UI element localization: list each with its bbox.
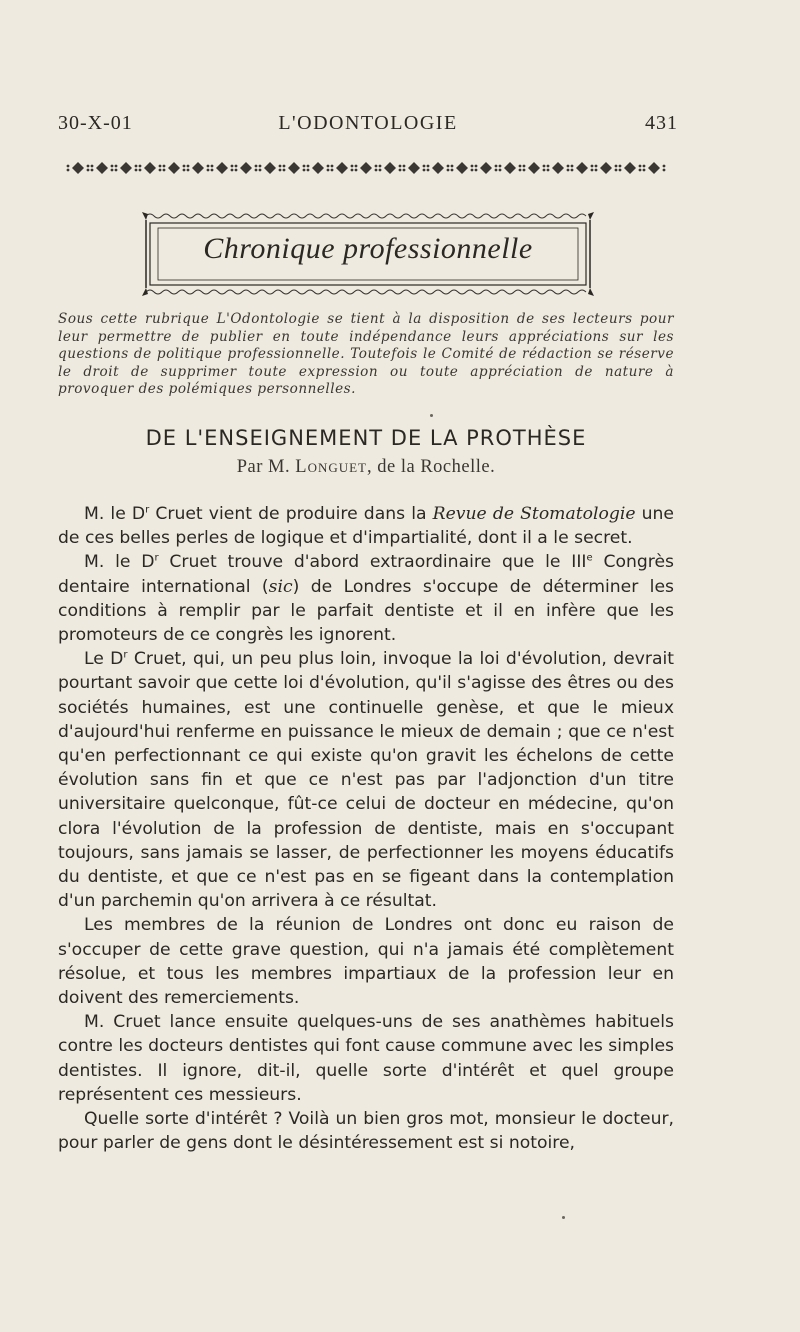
ornament-dot — [619, 169, 622, 172]
superscript: r — [154, 552, 159, 564]
ornament-dot — [663, 169, 666, 172]
paragraph: Quelle sorte d'intérêt ? Voilà un bien gros mot, monsieur le docteur, pour parler de gens dont le désintéressement est si notoire, — [58, 1109, 674, 1154]
ornament-diamond — [96, 162, 108, 174]
section-intro — [58, 311, 674, 399]
paper-speck — [430, 414, 433, 417]
ornament-dot — [115, 165, 118, 168]
text-run: Cruet vient de produire dans la — [149, 504, 433, 524]
section-frame — [140, 208, 596, 298]
ornament-dot — [163, 165, 166, 168]
ornament-diamond — [336, 162, 348, 174]
issue-date: 30-X-01 — [58, 112, 133, 134]
ornament-dot — [351, 165, 354, 168]
ornament-dot — [67, 169, 70, 172]
byline-prefix: Par M. — [236, 457, 291, 477]
ornament-dot — [663, 165, 666, 168]
ornament-band — [66, 160, 666, 176]
ornament-dot — [183, 169, 186, 172]
byline-suffix: , de la Rochelle. — [367, 457, 496, 477]
ornament-dot — [331, 169, 334, 172]
ornament-dot — [595, 169, 598, 172]
ornament-dot — [547, 169, 550, 172]
ornament-dot — [355, 165, 358, 168]
ornament-diamond — [576, 162, 588, 174]
ornament-dot — [399, 165, 402, 168]
text-run: Le D — [84, 649, 124, 670]
page-number: 431 — [645, 112, 678, 134]
paragraph: M. Cruet lance ensuite quelques-uns de ses anathèmes habituels contre les docteurs dentistes qui font cause commune avec les simples dentistes. Il ignore, dit-il, quelle sorte d'intérêt et quel groupe représentent ces messieurs. — [58, 1012, 674, 1105]
ornament-dot — [615, 165, 618, 168]
ornament-dot — [331, 165, 334, 168]
ornament-dot — [447, 169, 450, 172]
ornament-dot — [423, 169, 426, 172]
author-name: Longuet — [295, 457, 368, 477]
ornament-dot — [451, 165, 454, 168]
ornament-dot — [235, 169, 238, 172]
ornament-diamond — [144, 162, 156, 174]
ornament-dot — [183, 165, 186, 168]
ornament-dot — [231, 165, 234, 168]
article-title: DE L'ENSEIGNEMENT DE LA PROTHÈSE — [145, 426, 587, 450]
ornament-dot — [115, 169, 118, 172]
ornament-dot — [91, 169, 94, 172]
ornament-dot — [499, 165, 502, 168]
text-run: M. le D — [84, 552, 155, 573]
ornament-diamond — [168, 162, 180, 174]
ornament-dot — [135, 165, 138, 168]
ornament-dot — [231, 169, 234, 172]
ornament-dot — [187, 165, 190, 168]
ornament-diamond — [312, 162, 324, 174]
ornament-diamond — [456, 162, 468, 174]
ornament-dot — [159, 165, 162, 168]
text-run: Cruet trouve d'abord extraordinaire que le III — [158, 552, 587, 573]
ornament-diamond — [264, 162, 276, 174]
ornament-diamond — [648, 162, 660, 174]
ornament-dot — [235, 165, 238, 168]
ornament-dot — [639, 165, 642, 168]
ornament-dot — [519, 169, 522, 172]
ornament-dot — [471, 165, 474, 168]
ornament-dot — [211, 169, 214, 172]
text-run: M. le D — [84, 504, 146, 524]
ornament-dot — [279, 165, 282, 168]
ornament-dot — [571, 165, 574, 168]
ornament-dot — [447, 165, 450, 168]
ornament-diamond — [216, 162, 228, 174]
ornament-dot — [259, 165, 262, 168]
superscript: r — [123, 649, 128, 661]
ornament-diamond — [552, 162, 564, 174]
ornament-dot — [567, 165, 570, 168]
ornament-dot — [303, 165, 306, 168]
ornament-dot — [187, 169, 190, 172]
intro-text: Sous cette rubrique L'Odontologie se tient à la disposition de ses lecteurs pour leur permettre de publier en toute indépendance leurs appréciations sur les questions de politique professionnelle. Toutefois le Comité de rédaction se réserve le droit de supprimer toute expression ou toute appréciation de nature à provoquer des polémiques personnelles. — [58, 311, 674, 397]
ornament-dot — [567, 169, 570, 172]
ornament-dot — [111, 169, 114, 172]
ornament-dot — [591, 165, 594, 168]
ornament-dot — [139, 169, 142, 172]
text-run: Cruet, qui, un peu plus loin, invoque la loi d'évolution, devrait pourtant savoir que cette loi d'évolution, qu'il s'agisse des êtres ou des sociétés humaines, est une continuelle genèse, et que le mieux d'aujourd'hui renferme en puissance le mieux de demain ; que ce n'est qu'en perfectionnant ce qui existe qu'on gravit les échelons de cette évolution sans fin et que ce n'est pas par l'adjonction d'un titre universitaire quelconque, fût-ce celui de docteur en médecine, qu'on clora l'évolution de la profession de dentiste, mais en s'occupant toujours, sans jamais se lasser, de perfectionner les moyens éducatifs du dentiste, et que ce n'est pas en se figeant dans la contemplation d'un parchemin qu'on arrivera à ce résultat. — [58, 649, 674, 912]
paragraph — [58, 502, 674, 550]
ornament-diamond — [240, 162, 252, 174]
ornament-dot — [427, 165, 430, 168]
ornament-dot — [639, 169, 642, 172]
ornament-dot — [547, 165, 550, 168]
ornament-dot — [139, 165, 142, 168]
ornament-diamond — [288, 162, 300, 174]
ornament-diamond — [360, 162, 372, 174]
ornament-dot — [283, 165, 286, 168]
ornament-dot — [135, 169, 138, 172]
ornament-dot — [375, 165, 378, 168]
ornament-dot — [375, 169, 378, 172]
ornament-dot — [111, 165, 114, 168]
ornament-dot — [327, 165, 330, 168]
ornament-diamond — [528, 162, 540, 174]
paragraph — [58, 647, 674, 913]
ornament-dot — [279, 169, 282, 172]
ornament-dot — [207, 169, 210, 172]
ornament-dot — [163, 169, 166, 172]
ornament-diamond — [192, 162, 204, 174]
ornament-dot — [327, 169, 330, 172]
paper-speck — [562, 1216, 565, 1219]
ornament-dot — [207, 165, 210, 168]
ornament-dot — [159, 169, 162, 172]
ornament-dot — [471, 169, 474, 172]
ornament-diamond — [504, 162, 516, 174]
ornament-dot — [87, 169, 90, 172]
section-title: Chronique professionnelle — [203, 232, 533, 265]
ornament-diamond — [72, 162, 84, 174]
ornament-dot — [403, 169, 406, 172]
ornament-diamond — [120, 162, 132, 174]
superscript: r — [145, 504, 150, 516]
journal-title: Revue de Stomatologie — [432, 504, 636, 524]
ornament-dot — [451, 169, 454, 172]
ornament-dot — [543, 165, 546, 168]
running-header — [58, 112, 678, 140]
ornament-dot — [255, 169, 258, 172]
ornament-dot — [591, 169, 594, 172]
ornament-dot — [379, 165, 382, 168]
ornament-dot — [643, 169, 646, 172]
ornament-dot — [523, 165, 526, 168]
byline — [58, 457, 674, 478]
ornament-diamond — [384, 162, 396, 174]
article-body — [58, 502, 674, 1155]
ornament-dot — [543, 169, 546, 172]
paragraph — [58, 550, 674, 647]
ornament-dot — [499, 169, 502, 172]
ornament-dot — [303, 169, 306, 172]
ornament-dot — [523, 169, 526, 172]
ornament-dot — [67, 165, 70, 168]
sic-note: sic — [268, 576, 293, 597]
ornament-dot — [427, 169, 430, 172]
ornament-dot — [379, 169, 382, 172]
ornament-dot — [615, 169, 618, 172]
ornament-dot — [571, 169, 574, 172]
ornament-dot — [519, 165, 522, 168]
ornament-dot — [259, 169, 262, 172]
text-run: une de ces belles perles de logique et d'impartialité, dont il a le secret. — [58, 504, 674, 549]
superscript: e — [586, 552, 593, 564]
ornament-dot — [399, 169, 402, 172]
ornament-dot — [91, 165, 94, 168]
ornament-dot — [355, 169, 358, 172]
ornament-diamond — [624, 162, 636, 174]
paragraph: Les membres de la réunion de Londres ont donc eu raison de s'occuper de cette grave question, qui n'a jamais été complètement résolue, et tous les membres impartiaux de la profession leur en doivent des remerciements. — [58, 915, 674, 1009]
text-run: Congrès dentaire international ( — [58, 552, 674, 597]
ornament-dot — [403, 165, 406, 168]
ornament-dot — [643, 165, 646, 168]
journal-name: L'ODONTOLOGIE — [278, 112, 458, 134]
ornament-dot — [307, 169, 310, 172]
ornament-dot — [255, 165, 258, 168]
ornament-diamond — [432, 162, 444, 174]
text-run: ) de Londres s'occupe de déterminer les conditions à remplir par le parfait dentiste et il en infère que les promoteurs de ce congrès les ignorent. — [58, 576, 674, 646]
ornament-diamond — [408, 162, 420, 174]
ornament-dot — [211, 165, 214, 168]
ornament-dot — [475, 165, 478, 168]
ornament-dot — [423, 165, 426, 168]
ornament-dot — [351, 169, 354, 172]
ornament-dot — [87, 165, 90, 168]
ornament-dot — [307, 165, 310, 168]
ornament-dot — [619, 165, 622, 168]
ornament-dot — [495, 165, 498, 168]
ornament-diamond — [480, 162, 492, 174]
ornament-diamond — [600, 162, 612, 174]
ornament-dot — [495, 169, 498, 172]
ornament-dot — [283, 169, 286, 172]
ornament-dot — [475, 169, 478, 172]
ornament-dot — [595, 165, 598, 168]
